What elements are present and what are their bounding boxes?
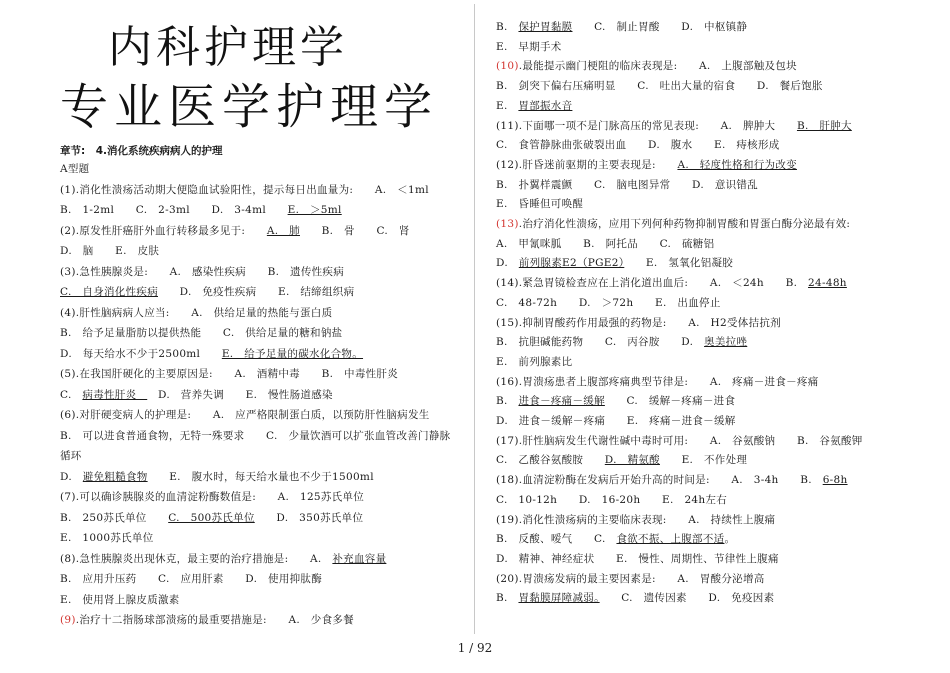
line-text: C. 遗传因素 D. 免疫因素 [599, 592, 775, 605]
answer-text: 进食－疼痛－缓解 [518, 395, 605, 408]
line-text: D. [60, 470, 83, 483]
line-text: D. 营养失调 E. 慢性肠道感染 [147, 388, 333, 401]
question-line [496, 99, 572, 113]
line-text: (11).下面哪一项不是门脉高压的常见表现: A. 脾肿大 [496, 119, 797, 132]
answer-text: 24-48h [808, 277, 847, 290]
question-line [60, 408, 430, 422]
line-text: (5).在我国肝硬化的主要原因是: A. 酒精中毒 B. 中毒性肝炎 [60, 368, 399, 380]
answer-text: 保护胃黏膜 [518, 21, 573, 33]
question-line [60, 326, 342, 340]
answer-text: 补充血容量 [332, 552, 387, 565]
question-line [60, 306, 332, 320]
question-line [60, 388, 333, 402]
line-text: E. 昏睡但可唤醒 [496, 198, 584, 211]
question-line [60, 449, 82, 463]
line-text: .治疗十二指肠球部溃疡的最重要措施是: A. 少食多餐 [75, 614, 354, 626]
line-text: E. 不作处理 [659, 454, 748, 467]
line-text: B. [496, 395, 519, 408]
answer-text: 避免粗糙食物 [82, 470, 148, 483]
line-text: C. 制止胃酸 D. 中枢镇静 [572, 21, 748, 33]
line-text: B. 应用升压药 C. 应用肝素 D. 使用抑肽酶 [60, 573, 323, 585]
answer-text: 6-8h [822, 474, 848, 487]
question-line [496, 237, 714, 251]
line-text: (16).胃溃疡患者上腹部疼痛典型节律是: A. 疼痛－进食－疼痛 [496, 375, 819, 388]
line-text: B. 1-2ml C. 2-3ml D. 3-4ml [60, 204, 288, 216]
question-line [60, 531, 154, 545]
question-line [60, 367, 398, 381]
document-title: 内科护理学 [108, 22, 348, 73]
question-line [496, 138, 780, 152]
line-text: C. 食管静脉曲张破裂出血 D. 腹水 E. 痔核形成 [496, 139, 780, 152]
line-text: 。 [724, 533, 736, 546]
line-text: B. 骨 C. 肾 [299, 224, 410, 237]
answer-text: D. 精氨酸 [604, 454, 660, 467]
line-text: D. 脑 E. 皮肤 [60, 245, 160, 257]
question-line [496, 20, 747, 34]
line-text: .最能提示幽门梗阻的临床表现是: A. 上腹部触及包块 [518, 60, 797, 73]
line-text: D. 免疫性疾病 E. 结缔组织病 [158, 286, 355, 298]
question-line [496, 296, 721, 310]
answer-text: C. 500苏氏单位 [168, 511, 255, 524]
question-line [60, 244, 159, 258]
line-text: (2).原发性肝癌肝外血行转移最多见于: [60, 224, 267, 237]
line-text: (18).血清淀粉酶在发病后开始升高的时间是: A. 3-4h B. [496, 474, 823, 487]
chapter-heading: 章节: 4.消化系统疾病病人的护理 [60, 145, 223, 157]
line-text: C. 乙酸谷氨酸胺 [496, 454, 605, 467]
question-number: (10) [496, 60, 519, 73]
line-text: C. 缓解－疼痛－进食 [604, 395, 736, 408]
page-number: 1 / 92 [457, 641, 493, 655]
line-text: B. 抗胆碱能药物 C. 丙谷胺 D. [496, 336, 705, 349]
question-line [496, 119, 852, 133]
column-divider [474, 4, 475, 634]
line-text: .治疗消化性溃疡，应用下列何种药物抑制胃酸和胃蛋白酶分泌最有效: [518, 218, 851, 230]
answer-text: C. 自身消化性疾病 [60, 286, 158, 298]
answer-text: 胃部振水音 [518, 99, 573, 112]
line-text: (20).胃溃疡发病的最主要因素是: A. 胃酸分泌增高 [496, 572, 765, 585]
answer-text: B. 肝肿大 [796, 119, 852, 132]
question-line [496, 375, 819, 389]
line-text: B. 可以进食普通食物，无特一殊要求 C. 少量饮酒可以扩张血管改善门静脉 [60, 429, 451, 442]
question-line [60, 593, 180, 607]
question-line [60, 162, 89, 176]
answer-text: E. 给予足量的碳水化合物。 [221, 347, 364, 360]
question-line [60, 511, 363, 525]
question-line [496, 59, 797, 73]
answer-text: 奥美拉唑 [704, 336, 748, 349]
line-text: E. 氢氧化铝凝胶 [624, 257, 734, 270]
line-text: (6).对肝硬变病人的护理是: A. 应严格限制蛋白质，以预防肝性脑病发生 [60, 409, 430, 421]
question-line [60, 429, 450, 443]
line-text: (17).肝性脑病发生代谢性碱中毒时可用: A. 谷氨酸钠 B. 谷氨酸钾 [496, 434, 863, 447]
line-text: E. [496, 99, 519, 112]
line-text: 循环 [60, 450, 82, 462]
answer-text: 食欲不振、上腹部不适 [616, 533, 725, 546]
line-text: C. 10-12h D. 16-20h E. 24h左右 [496, 493, 728, 506]
answer-text: 病毒性肝炎 [82, 388, 148, 401]
line-text: B. 给予足量脂肪以提供热能 C. 供给足量的糖和钠盐 [60, 327, 343, 339]
question-line [496, 256, 733, 270]
line-text: (1).消化性溃疡活动期大便隐血试验阳性，提示每日出血量为: A. ＜1ml [60, 183, 429, 196]
question-line [496, 532, 735, 546]
question-line [60, 490, 364, 504]
question-line [496, 473, 848, 487]
line-text: B. 扑翼样震颤 C. 脑电图异常 D. 意识错乱 [496, 178, 759, 191]
question-line [496, 572, 765, 586]
line-text: E. 早期手术 [496, 40, 562, 53]
question-line [60, 470, 374, 484]
answer-text: 胃黏膜屏障减弱。 [518, 592, 600, 605]
question-line [496, 552, 779, 566]
line-text: (12).肝昏迷前驱期的主要表现是: [496, 158, 678, 171]
line-text: B. [496, 21, 519, 33]
question-line [496, 394, 735, 408]
question-number: (13) [496, 218, 519, 230]
answer-text: 前列腺素E2（PGE2） [518, 257, 625, 270]
question-number: (9) [60, 614, 76, 626]
question-line [496, 178, 758, 192]
line-text: D. 精神、神经症状 E. 慢性、周期性、节律性上腹痛 [496, 552, 779, 565]
line-text: B. [496, 592, 519, 605]
question-line [60, 203, 342, 217]
question-line [496, 316, 781, 330]
question-line [60, 347, 363, 361]
line-text: E. 使用肾上腺皮质激素 [60, 593, 180, 606]
line-text: B. 反酸、嗳气 C. [496, 533, 617, 546]
question-line [60, 552, 386, 566]
question-line [496, 79, 823, 93]
line-text: D. [496, 257, 519, 270]
question-line [496, 217, 850, 231]
line-text: A型题 [60, 163, 90, 175]
line-text: (19).消化性溃疡病的主要临床表现: A. 持续性上腹痛 [496, 513, 776, 526]
question-line [60, 285, 354, 299]
question-line [60, 613, 354, 627]
question-line [496, 453, 747, 467]
question-line [496, 591, 774, 605]
question-line [496, 40, 562, 54]
question-line [496, 158, 797, 172]
question-line [60, 224, 410, 238]
line-text: E. 1000苏氏单位 [60, 532, 154, 544]
line-text: A. 甲氰咪胍 B. 阿托品 C. 硫糖铝 [496, 237, 715, 250]
line-text: C. [60, 388, 83, 401]
question-line [496, 276, 847, 290]
question-line [496, 493, 727, 507]
line-text: D. 350苏氏单位 [254, 511, 364, 524]
question-line [496, 335, 747, 349]
line-text: B. 250苏氏单位 [60, 511, 169, 524]
answer-text: E. ＞5ml [287, 204, 342, 216]
line-text: (4).肝性脑病病人应当: A. 供给足量的热能与蛋白质 [60, 306, 333, 319]
line-text: E. 前列腺素比 [496, 355, 573, 368]
question-line [60, 265, 344, 279]
question-line [496, 434, 863, 448]
line-text: (15).抑制胃酸药作用最强的药物是: A. H2受体拮抗剂 [496, 316, 781, 329]
question-line [496, 197, 583, 211]
line-text: B. 剑突下偏右压痛明显 C. 吐出大量的宿食 D. 餐后饱胀 [496, 80, 823, 93]
question-line [60, 183, 429, 197]
line-text: E. 腹水时，每天给水量也不少于1500ml [147, 470, 374, 483]
question-line [496, 513, 775, 527]
line-text: D. 每天给水不少于2500ml [60, 347, 222, 360]
question-line [496, 355, 572, 369]
answer-text: A. 轻度性格和行为改变 [677, 158, 797, 171]
answer-text: A. 肺 [266, 224, 300, 237]
line-text: (14).紧急胃镜检查应在上消化道出血后: A. ＜24h B. [496, 277, 809, 290]
line-text: D. 进食－缓解－疼痛 E. 疼痛－进食－缓解 [496, 415, 736, 427]
line-text: (3).急性胰腺炎是: A. 感染性疾病 B. 遗传性疾病 [60, 265, 345, 278]
line-text: (8).急性胰腺炎出现休克，最主要的治疗措施是: A. [60, 552, 333, 565]
question-line [496, 414, 736, 428]
question-line [60, 572, 322, 586]
document-subtitle: 专业医学护理学 [60, 79, 439, 135]
line-text: (7).可以确诊胰腺炎的血清淀粉酶数值是: A. 125苏氏单位 [60, 491, 365, 503]
line-text: C. 48-72h D. ＞72h E. 出血停止 [496, 296, 721, 309]
